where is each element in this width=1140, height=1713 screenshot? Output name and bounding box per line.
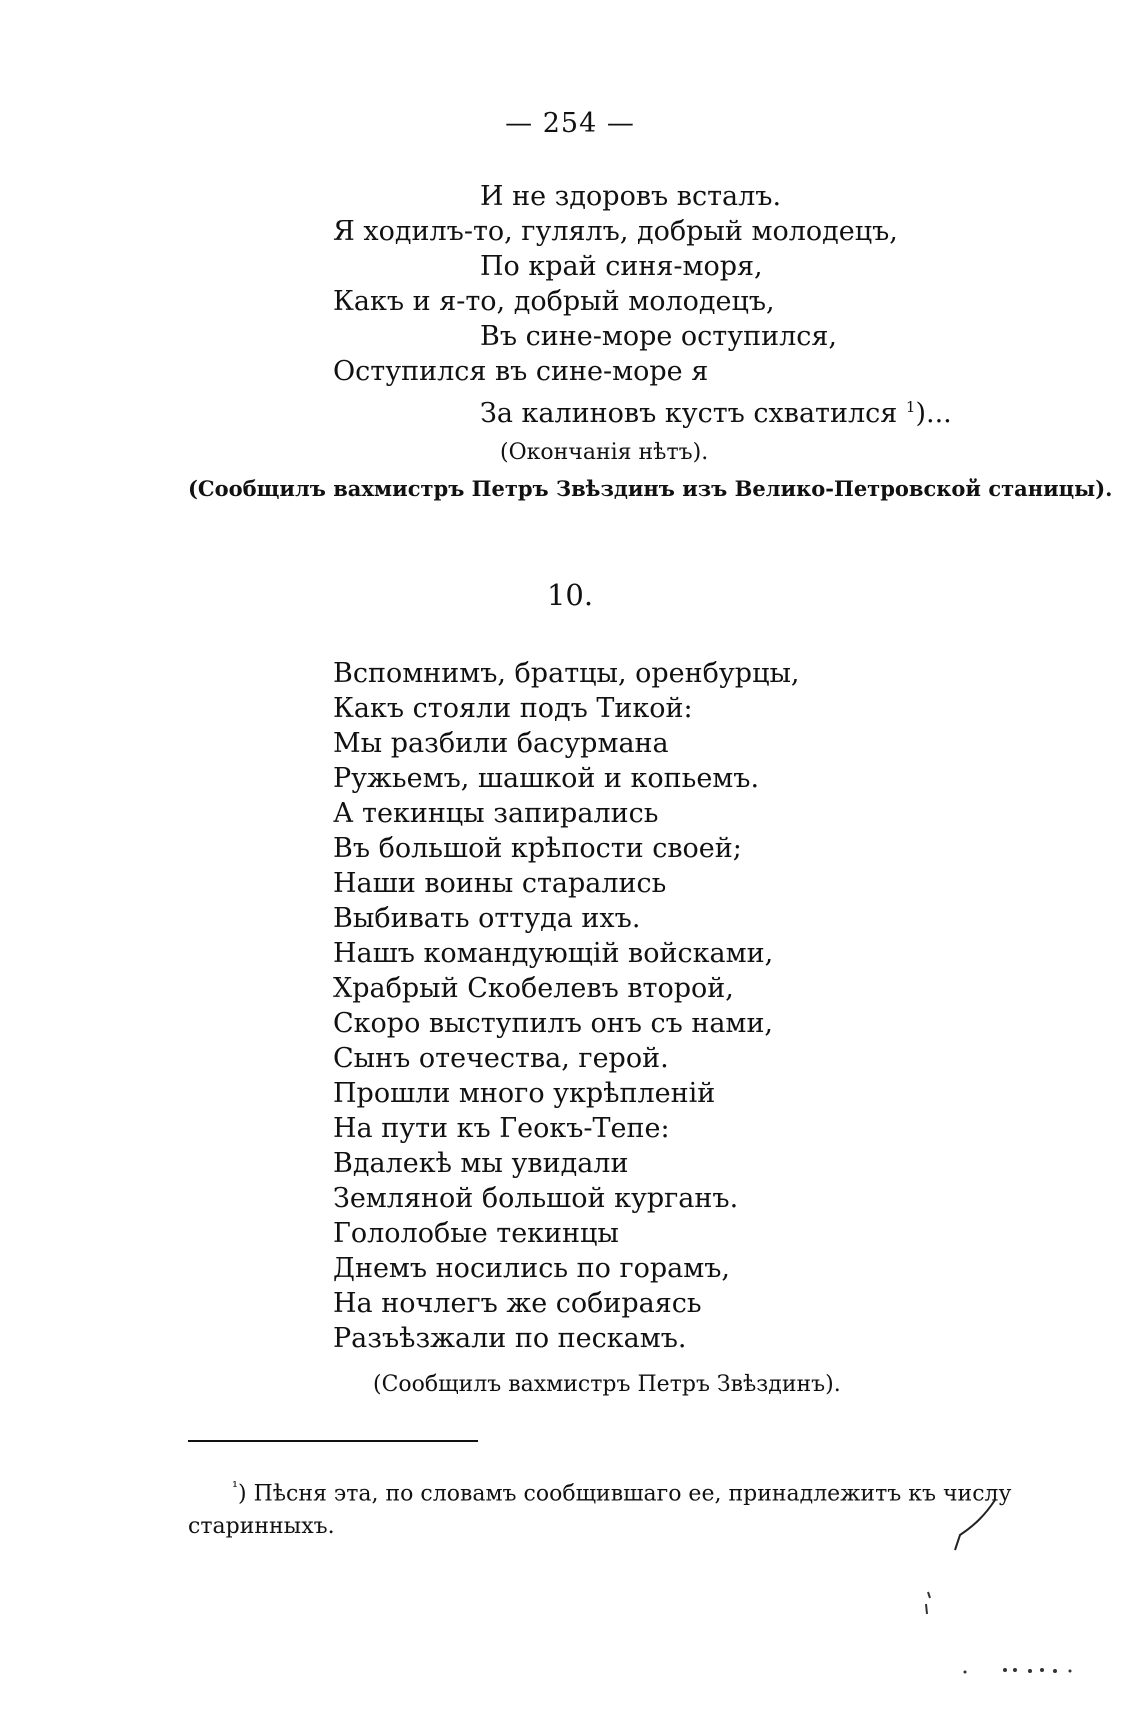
verse-line: Храбрый Скобелевъ второй,: [333, 973, 734, 1004]
footnote-marker: ¹: [232, 1478, 239, 1496]
verse-line: Прошли много укрѣпленій: [333, 1078, 716, 1109]
verse-line: Сынъ отечества, герой.: [333, 1043, 669, 1074]
verse-line: Въ большой крѣпости своей;: [333, 833, 742, 864]
verse-line: Вспомнимъ, братцы, оренбурцы,: [333, 658, 800, 689]
verse-line-with-footnote: [480, 390, 952, 431]
verse-line: На пути къ Геокъ-Тепе:: [333, 1113, 670, 1144]
verse-line: А текинцы запирались: [333, 798, 659, 829]
verse-line: Въ сине-море оступился,: [480, 321, 837, 352]
verse-text: За калиновъ кустъ схватился: [480, 398, 898, 429]
verse-line: Скоро выступилъ онъ съ нами,: [333, 1008, 774, 1039]
verse-line: Вдалекѣ мы увидали: [333, 1148, 629, 1179]
verse-line: Разъѣзжали по пескамъ.: [333, 1323, 687, 1354]
scan-speck-icon: [920, 1590, 940, 1620]
verse-line: Я ходилъ-то, гулялъ, добрый молодецъ,: [333, 216, 898, 247]
verse-line: Земляной большой курганъ.: [333, 1183, 739, 1214]
footnote-divider: [188, 1440, 478, 1442]
footnote-line: [232, 1478, 1011, 1506]
source-note: (Сообщилъ вахмистръ Петръ Звѣздинъ).: [373, 1372, 841, 1397]
verse-line: Ружьемъ, шашкой и копьемъ.: [333, 763, 760, 794]
section-number: 10.: [546, 578, 594, 612]
verse-line: Гололобые текинцы: [333, 1218, 619, 1249]
verse-line: Нашъ командующій войсками,: [333, 938, 774, 969]
scan-noise-icon: [960, 1660, 1090, 1680]
verse-line: Оступился въ сине-море я: [333, 356, 709, 387]
verse-line: Наши воины старались: [333, 868, 667, 899]
ending-note: (Окончанія нѣтъ).: [500, 440, 709, 465]
verse-line: Какъ и я-то, добрый молодецъ,: [333, 286, 775, 317]
verse-line: Какъ стояли подъ Тикой:: [333, 693, 693, 724]
footnote-line: старинныхъ.: [188, 1514, 335, 1539]
page-number: — 254 —: [505, 108, 635, 139]
verse-line: По край синя-моря,: [480, 251, 763, 282]
footnote-text: ) Пѣсня эта, по словамъ сообщившаго ее, принадлежитъ къ числу: [238, 1481, 1012, 1507]
verse-line: И не здоровъ всталъ.: [480, 181, 782, 212]
verse-line: На ночлегъ же собираясь: [333, 1288, 702, 1319]
verse-suffix: )...: [915, 398, 952, 429]
verse-line: Днемъ носились по горамъ,: [333, 1253, 730, 1284]
source-note: (Сообщилъ вахмистръ Петръ Звѣздинъ изъ Велико-Петровской станицы).: [188, 476, 1113, 501]
verse-line: Выбивать оттуда ихъ.: [333, 903, 641, 934]
verse-line: Мы разбили басурмана: [333, 728, 669, 759]
footnote-ref: 1: [905, 398, 916, 416]
pencil-mark-icon: [945, 1495, 1005, 1555]
